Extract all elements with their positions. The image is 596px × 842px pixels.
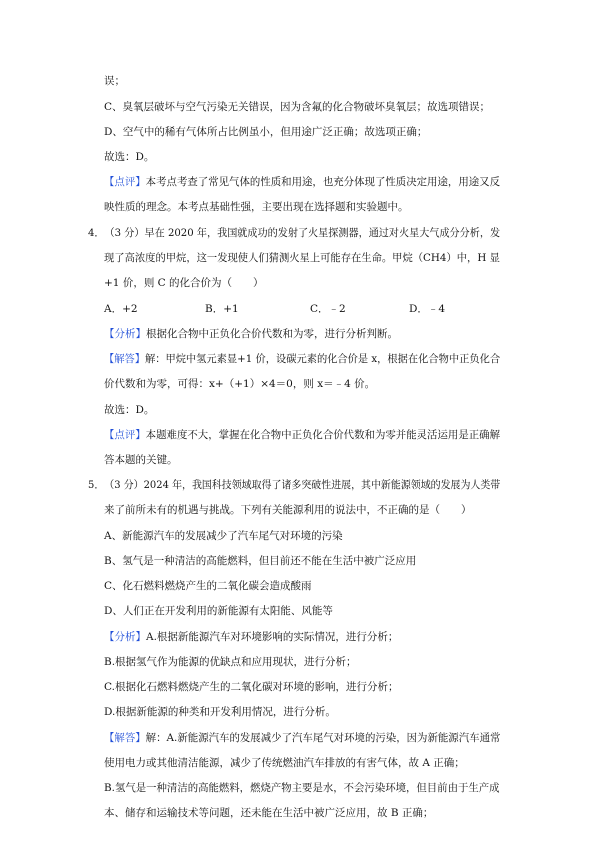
question-number: 5． (88, 479, 105, 491)
text-line: 故选：D。 (104, 404, 155, 416)
option-d: D．﹣4 (409, 303, 446, 315)
text-line: B.根据氢气作为能源的优缺点和应用现状，进行分析； (104, 656, 357, 668)
question-5-stem (88, 478, 500, 492)
review-line (104, 175, 500, 189)
question-text: （3 分）2024 年，我国科技领域取得了诸多突破性进展，其中新能源领域的发展为人类带 (104, 479, 501, 491)
analysis-line (104, 327, 398, 341)
option-c: C．﹣2 (310, 303, 346, 315)
question-text: （3 分）早在 2020 年，我国就成功的发射了火星探测器，通过对火星大气成分分析，发 (104, 227, 501, 239)
review-text: 本题难度不大，掌握在化合物中正负化合价代数和为零并能灵活运用是正确解 (145, 429, 500, 441)
question-number: 4． (88, 227, 105, 239)
analysis-tag: 【分析】 (104, 631, 146, 643)
review-text: 本考点考查了常见气体的性质和用途，也充分体现了性质决定用途，用途又反 (145, 176, 500, 188)
option-d: D、人们正在开发利用的新能源有太阳能、风能等 (104, 605, 333, 617)
analysis-tag: 【分析】 (104, 328, 146, 340)
text-line: C.根据化石燃料燃烧产生的二氧化碳对环境的影响，进行分析； (104, 681, 399, 693)
answer-tag: 【解答】 (104, 353, 145, 365)
text-line: +1 价，则 C 的化合价为（ ） (104, 277, 264, 289)
analysis-line (104, 630, 398, 644)
review-tag: 【点评】 (104, 429, 146, 441)
text-line: 误； (104, 75, 125, 87)
answer-text: 解：甲烷中氢元素显+1 价，设碳元素的化合价是 x，根据在化合物中正负化合 (144, 353, 501, 365)
question-4-stem (88, 226, 500, 240)
text-line: 来了前所未有的机遇与挑战。下列有关能源利用的说法中，不正确的是（ ） (104, 504, 472, 516)
answer-line (104, 352, 500, 366)
answer-tag: 【解答】 (104, 732, 146, 744)
text-line: 本、储存和运输技术等问题，还未能在生活中被广泛应用，故 B 正确； (104, 807, 434, 819)
text-line: 使用电力或其他清洁能源，减少了传统燃油汽车排放的有害气体，故 A 正确； (104, 757, 465, 769)
review-tag: 【点评】 (104, 176, 146, 188)
text-line: D.根据新能源的种类和开发利用情况，进行分析。 (104, 706, 336, 718)
analysis-text: A.根据新能源汽车对环境影响的实际情况，进行分析； (146, 631, 399, 643)
option-c: C、化石燃料燃烧产生的二氧化碳会造成酸雨 (104, 580, 312, 592)
text-line: 价代数和为零，可得：x+（+1）×4＝0，则 x＝﹣4 价。 (104, 378, 376, 390)
option-a: A、新能源汽车的发展减少了汽车尾气对环境的污染 (104, 530, 343, 542)
option-a: A．+2 (104, 303, 138, 315)
review-line (104, 428, 500, 442)
answer-line (104, 731, 500, 745)
text-line: 故选：D。 (104, 151, 155, 163)
text-line: C、臭氧层破坏与空气污染无关错误，因为含氟的化合物破坏臭氧层；故选项错误； (104, 101, 491, 113)
option-b: B、氢气是一种清洁的高能燃料，但目前还不能在生活中被广泛应用 (104, 555, 417, 567)
text-line: B.氢气是一种清洁的高能燃料，燃烧产物主要是水，不会污染环境，但目前由于生产成 (104, 782, 500, 794)
text-line: D、空气中的稀有气体所占比例虽小，但用途广泛正确；故选项正确； (104, 126, 428, 138)
analysis-text: 根据化合物中正负化合价代数和为零，进行分析判断。 (146, 328, 398, 340)
answer-text: 解：A.新能源汽车的发展减少了汽车尾气对环境的污染，因为新能源汽车通常 (145, 732, 501, 744)
text-line: 现了高浓度的甲烷，这一发现使人们猜测火星上可能存在生命。甲烷（CH4）中，H 显 (104, 252, 500, 264)
text-line: 映性质的理念。本考点基础性强，主要出现在选择题和实验题中。 (104, 201, 409, 213)
text-line: 答本题的关键。 (104, 454, 178, 466)
option-b: B．+1 (205, 303, 239, 315)
